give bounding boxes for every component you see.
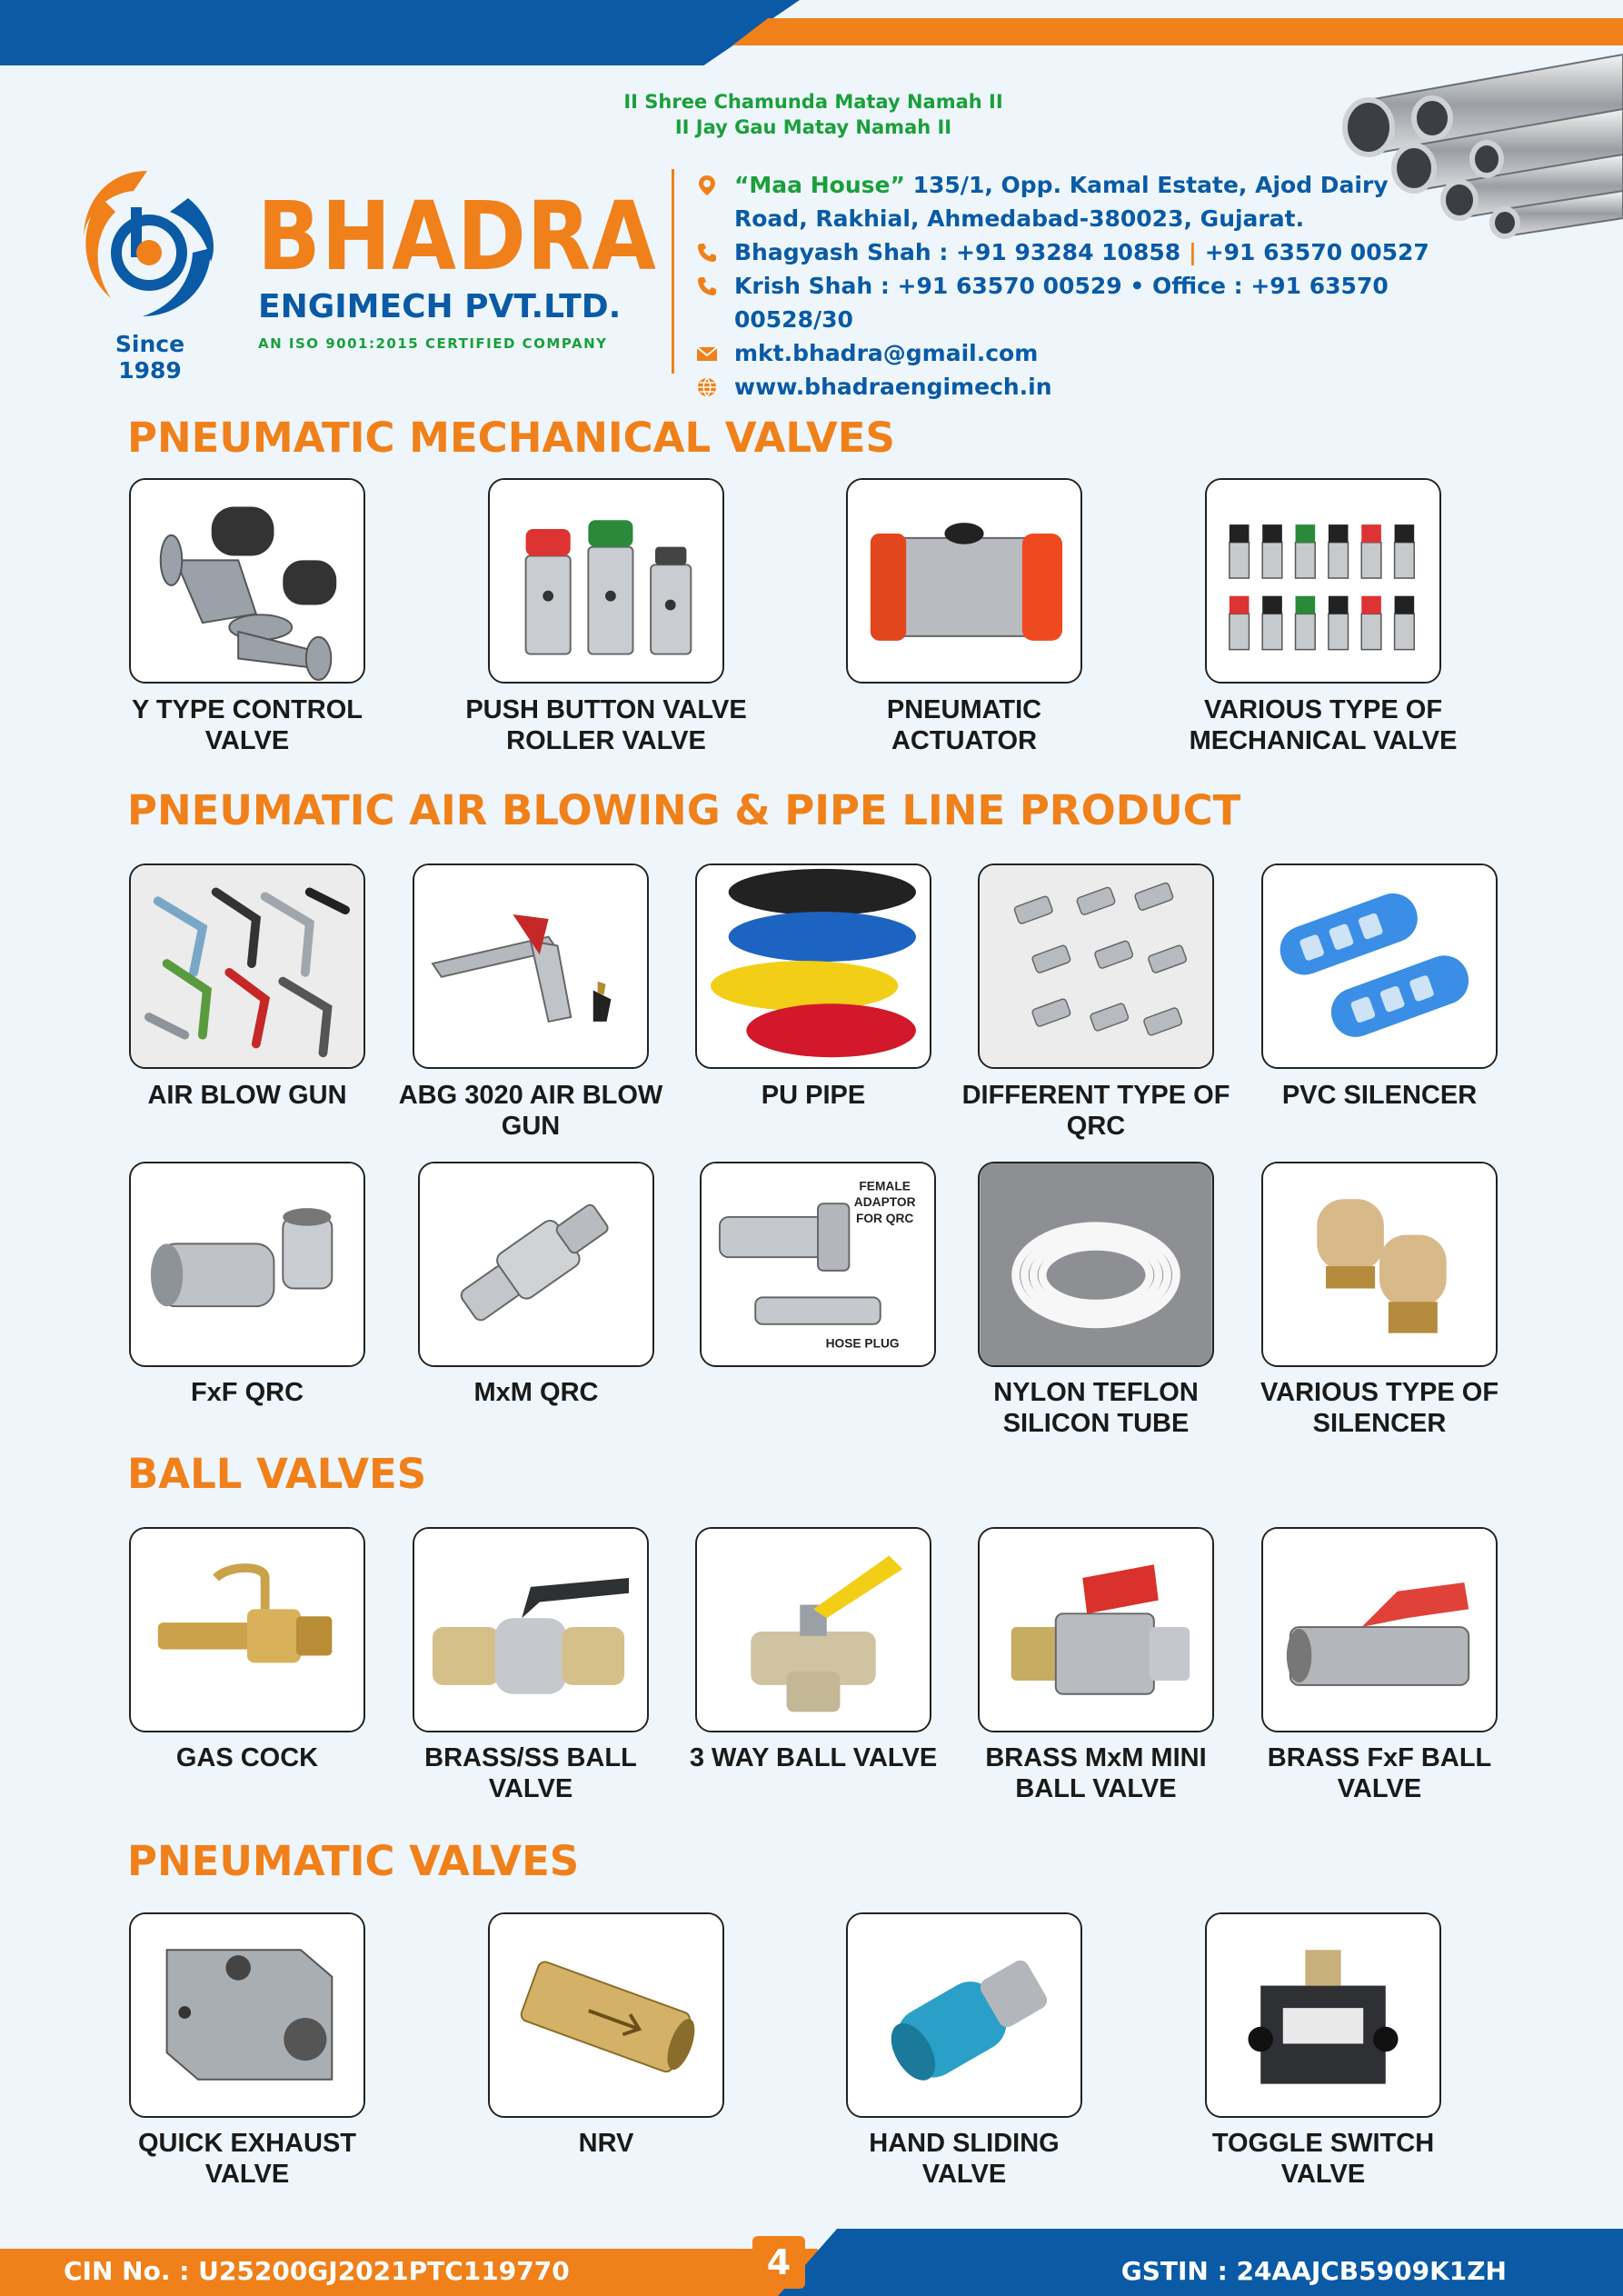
product-image-hand-sliding-valve[interactable] [846, 1912, 1082, 2118]
cin-number: CIN No. : U25200GJ2021PTC119770 [64, 2256, 570, 2286]
section-title-ball-valves: BALL VALVES [127, 1450, 427, 1498]
product-image-various-silencer[interactable] [1261, 1162, 1498, 1367]
phone-secondary[interactable]: +91 63570 00527 [1196, 239, 1429, 265]
phone-row-1 [692, 235, 1510, 269]
product-image-toggle-switch-valve[interactable] [1205, 1912, 1441, 2118]
product-image-different-type-of-qrc[interactable] [978, 863, 1214, 1069]
product-label: BRASS FxF BALL VALVE [1267, 1743, 1492, 1803]
product-image-gas-cock[interactable] [129, 1527, 365, 1732]
product-label: BRASS/SS BALL VALVE [424, 1743, 637, 1803]
header-divider [672, 169, 674, 374]
location-pin-icon [696, 175, 718, 196]
mail-icon [696, 343, 718, 364]
product-label: HAND SLIDING VALVE [869, 2129, 1060, 2189]
product-label: NRV [578, 2129, 634, 2158]
product-label: AIR BLOW GUN [147, 1081, 347, 1110]
product-image-brass-mxm-mini-ball-valve[interactable] [978, 1527, 1214, 1732]
product-image-nrv[interactable] [488, 1912, 724, 2118]
product-image-fxf-qrc[interactable] [129, 1162, 365, 1367]
website-link[interactable]: www.bhadraengimech.in [734, 374, 1052, 400]
section-title-air-blowing: PNEUMATIC AIR BLOWING & PIPE LINE PRODUCT [127, 786, 1241, 834]
phone-krish-office[interactable]: Krish Shah : +91 63570 00529 • Office : +91 63570 00528/30 [734, 273, 1389, 333]
product-image-brass-fxf-ball-valve[interactable] [1261, 1527, 1498, 1732]
contact-block [692, 168, 1510, 404]
mantra-line-1: II Shree Chamunda Matay Namah II [623, 91, 1003, 113]
product-image-quick-exhaust-valve[interactable] [129, 1912, 365, 2118]
address-house-name: “Maa House” [734, 172, 905, 198]
page-number: 4 [752, 2236, 805, 2289]
top-band-blue [0, 0, 800, 65]
product-label: NYLON TEFLON SILICON TUBE [993, 1378, 1199, 1438]
iso-certification: AN ISO 9001:2015 CERTIFIED COMPANY [258, 335, 608, 352]
product-label: FxF QRC [190, 1378, 304, 1407]
phone-icon [696, 242, 718, 264]
brand-name: BHADRA [257, 181, 657, 292]
product-image-air-blow-gun[interactable] [129, 863, 365, 1069]
mantra [545, 89, 1081, 140]
product-label: MxM QRC [473, 1378, 599, 1407]
product-label: ABG 3020 AIR BLOW GUN [398, 1081, 663, 1141]
product-image-female-adaptor-hose-plug[interactable] [700, 1162, 936, 1367]
section-title-pneumatic-valves: PNEUMATIC VALVES [127, 1837, 580, 1885]
product-label: 3 WAY BALL VALVE [689, 1743, 938, 1772]
product-image-3-way-ball-valve[interactable] [695, 1527, 931, 1732]
section-title-mechanical-valves: PNEUMATIC MECHANICAL VALVES [127, 414, 895, 462]
product-image-nylon-teflon-silicon-tube[interactable] [978, 1162, 1214, 1367]
female-adaptor-text-2: ADAPTOR [853, 1195, 916, 1210]
product-label: PUSH BUTTON VALVE ROLLER VALVE [465, 695, 747, 755]
product-image-push-button-valve[interactable] [488, 478, 724, 684]
female-adaptor-text-1: FEMALE [859, 1179, 911, 1193]
product-image-mxm-qrc[interactable] [418, 1162, 654, 1367]
phone-separator: | [1188, 239, 1197, 265]
product-label: DIFFERENT TYPE OF QRC [961, 1081, 1230, 1141]
product-image-y-type-control-valve[interactable] [129, 478, 365, 684]
brand-subtitle: ENGIMECH PVT.LTD. [258, 288, 622, 325]
product-image-pvc-silencer[interactable] [1261, 863, 1498, 1069]
product-image-various-mechanical-valve[interactable] [1205, 478, 1441, 684]
phone-bhagyash[interactable]: Bhagyash Shah : +91 93284 10858 [734, 239, 1189, 265]
phone-row-2 [692, 269, 1510, 336]
since-year: Since 1989 [115, 331, 185, 384]
address [692, 168, 1510, 235]
female-adaptor-text-3: FOR QRC [855, 1211, 914, 1225]
product-label: PU PIPE [761, 1081, 866, 1110]
product-label: VARIOUS TYPE OF SILENCER [1260, 1378, 1499, 1438]
product-label: Y TYPE CONTROL VALVE [131, 695, 363, 755]
product-label: VARIOUS TYPE OF MECHANICAL VALVE [1189, 695, 1458, 755]
product-label: PNEUMATIC ACTUATOR [886, 695, 1042, 755]
product-image-pneumatic-actuator[interactable] [846, 478, 1082, 684]
address-line-2: Road, Rakhial, Ahmedabad-380023, Gujarat. [734, 205, 1305, 232]
product-image-abg-3020-air-blow-gun[interactable] [413, 863, 649, 1069]
product-label: QUICK EXHAUST VALVE [137, 2129, 357, 2189]
company-logo-icon [75, 162, 220, 334]
mantra-line-2: II Jay Gau Matay Namah II [674, 116, 952, 138]
phone-icon [696, 275, 718, 297]
email-link[interactable]: mkt.bhadra@gmail.com [734, 340, 1039, 366]
gstin-number: GSTIN : 24AAJCB5909K1ZH [1120, 2256, 1507, 2286]
product-image-pu-pipe[interactable] [695, 863, 931, 1069]
product-label: BRASS MxM MINI BALL VALVE [985, 1743, 1207, 1803]
website-row [692, 370, 1510, 404]
product-image-brass-ss-ball-valve[interactable] [413, 1527, 649, 1732]
globe-icon [696, 376, 718, 398]
footer [0, 2229, 1623, 2296]
hose-plug-text: HOSE PLUG [825, 1336, 900, 1351]
address-line-1: 135/1, Opp. Kamal Estate, Ajod Dairy [904, 172, 1389, 198]
product-label: PVC SILENCER [1281, 1081, 1478, 1110]
top-band-orange [732, 18, 1623, 45]
product-label: GAS COCK [175, 1743, 319, 1772]
email-row [692, 336, 1510, 370]
product-label: TOGGLE SWITCH VALVE [1211, 2129, 1435, 2189]
